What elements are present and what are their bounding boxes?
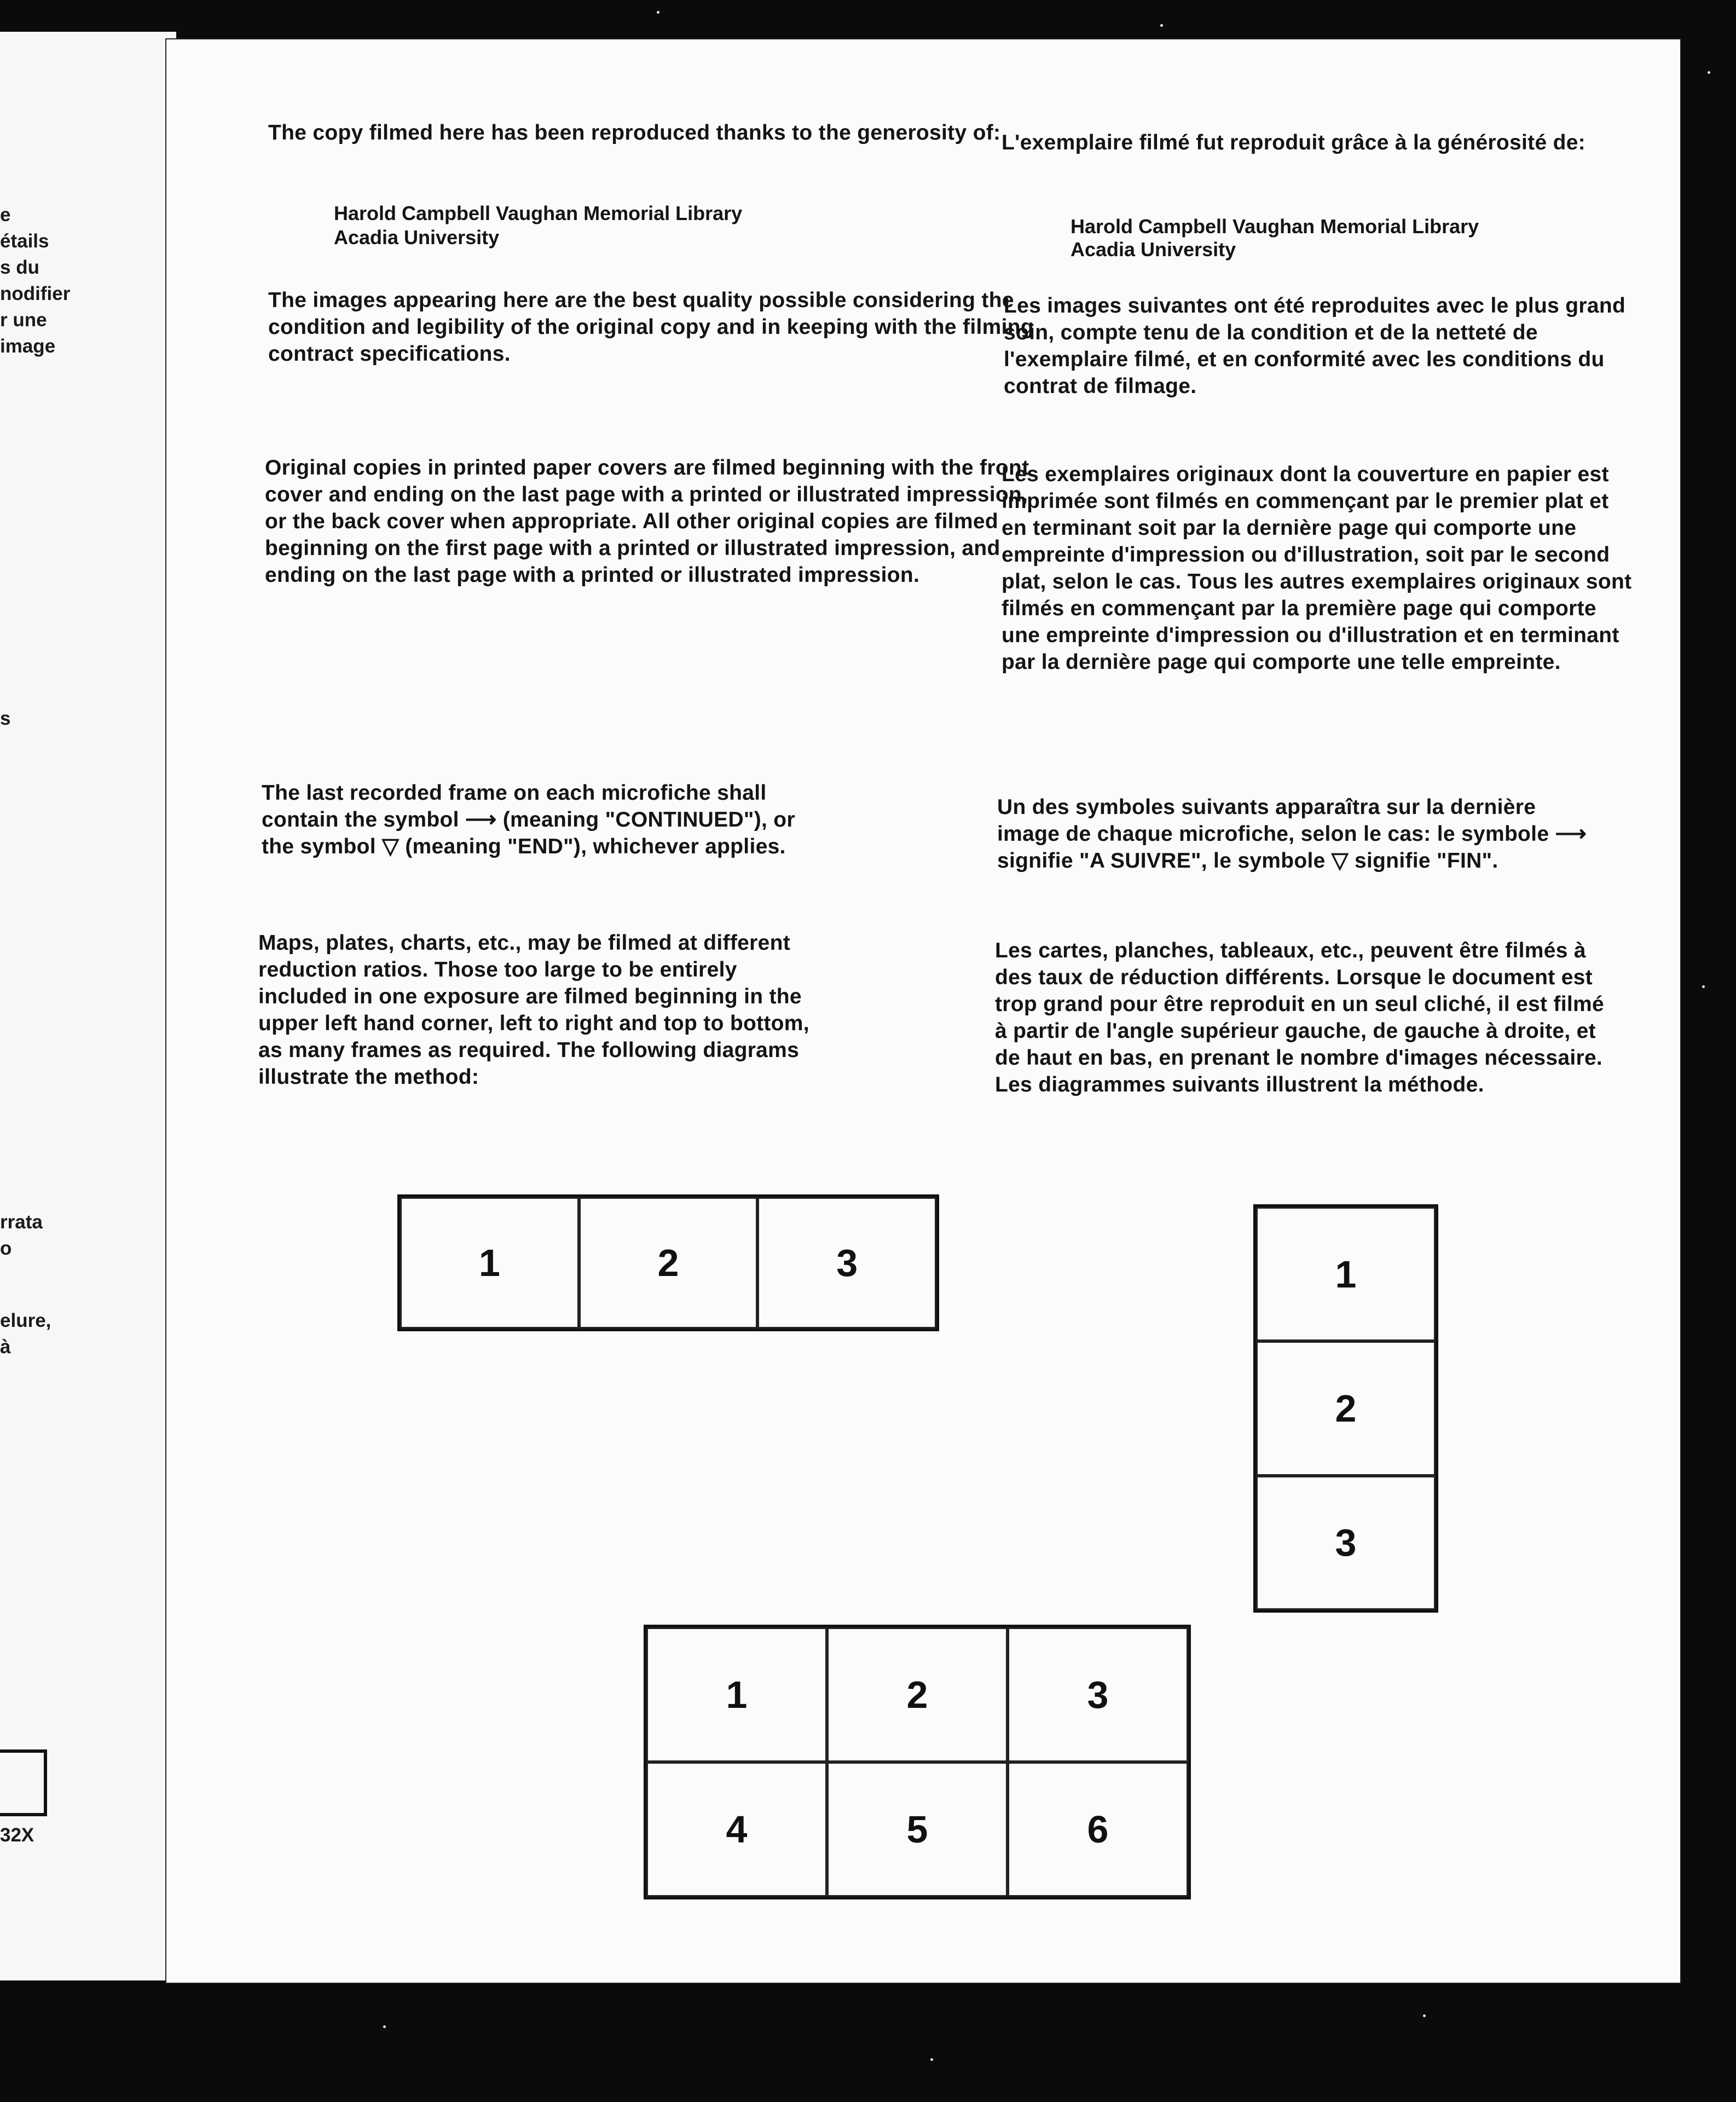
english-symbols-text-a: The last recorded frame on each microfiche shall contain the symbol: [262, 781, 767, 831]
document-page: [166, 39, 1680, 1983]
fragment-text: étails: [0, 230, 49, 252]
fragment-text: elure,: [0, 1310, 51, 1331]
fragment-text: o: [0, 1238, 12, 1259]
frame-cell: 3: [1008, 1627, 1188, 1762]
scan-speck: [1423, 2014, 1426, 2017]
fragment-text: e: [0, 204, 11, 226]
fragment-text: 32X: [0, 1824, 34, 1846]
vertical-frame-diagram: [1253, 1204, 1438, 1613]
french-library-name: Harold Campbell Vaughan Memorial Library: [1070, 215, 1479, 238]
english-original-copies-paragraph: Original copies in printed paper covers are filmed beginning with the front cover and ending on the last page with a printed or illustrated impression, or the back cover when appropriate. All other original copies are filmed beginning on the first page with a printed or illustrated impression, and ending on the last page with a printed or illustrated impression.: [265, 456, 1029, 587]
english-symbols-paragraph: [262, 779, 831, 860]
english-maps-paragraph: Maps, plates, charts, etc., may be filmed at different reduction ratios. Those too large to be entirely included in one exposure are filmed beginning in the upper left hand corner, left to right and top to bottom, as many frames as required. The following diagrams illustrate the method:: [258, 931, 809, 1089]
adjacent-page: [0, 32, 176, 1980]
french-symbols-paragraph: [997, 794, 1599, 874]
fragment-text: s du: [0, 257, 39, 278]
frame-cell: 2: [579, 1197, 758, 1329]
frame-cell: 2: [827, 1627, 1008, 1762]
continued-arrow-icon: ⟶: [465, 807, 497, 831]
english-symbols-text-b: (meaning "CONTINUED"), or the symbol: [262, 808, 795, 858]
fragment-text: à: [0, 1336, 11, 1358]
french-acknowledgement: L'exemplaire filmé fut reproduit grâce à la générosité de:: [1002, 131, 1585, 154]
french-original-copies-paragraph: Les exemplaires originaux dont la couverture en papier est imprimée sont filmés en commençant par le premier plat et en terminant soit par la dernière page qui comporte une empreinte d'impression ou d'illustration, soit par le second plat, selon le cas. Tous les autres exemplaires originaux sont filmés en commençant par la première page qui comporte une empreinte d'impression ou d'illustration et en terminant par la dernière page qui comporte une telle empreinte.: [1002, 463, 1632, 674]
french-symbols-text-b: signifie "A SUIVRE", le symbole: [997, 849, 1326, 873]
english-quality-paragraph: The images appearing here are the best quality possible considering the condition and legibility of the original copy and in keeping with the filming contract specifications.: [268, 288, 1034, 366]
frame-cell: 1: [646, 1627, 827, 1762]
frame-cell: 3: [1256, 1476, 1436, 1610]
french-maps-paragraph: Les cartes, planches, tableaux, etc., peuvent être filmés à des taux de réduction différents. Lorsque le document est trop grand pour être reproduit en un seul cliché, il est filmé à partir de l'angle supérieur gauche, de gauche à droite, et de haut en bas, en prenant le nombre d'images nécessaire. Les diagrammes suivants illustrent la méthode.: [995, 939, 1604, 1096]
english-library-university: Acadia University: [334, 226, 500, 249]
frame-cell: 5: [827, 1762, 1008, 1897]
scan-speck: [1702, 985, 1705, 988]
fragment-text: nodifier: [0, 283, 71, 304]
frame-cell: 6: [1008, 1762, 1188, 1897]
fragment-text: r une: [0, 309, 47, 331]
fragment-text: image: [0, 336, 56, 357]
french-quality-paragraph: Les images suivantes ont été reproduites avec le plus grand soin, compte tenu de la condition et de la netteté de l'exemplaire filmé, et en conformité avec les conditions du contrat de filmage.: [1004, 294, 1626, 398]
scan-speck: [383, 2025, 386, 2028]
scan-speck: [657, 11, 659, 14]
scan-speck: [1160, 24, 1163, 27]
frame-cell: 4: [646, 1762, 827, 1897]
french-symbols-text-c: signifie "FIN".: [1355, 849, 1498, 873]
fragment-text: rrata: [0, 1211, 43, 1233]
frame-cell: 1: [400, 1197, 579, 1329]
scan-speck: [1708, 71, 1710, 74]
frame-cell: 2: [1256, 1341, 1436, 1475]
horizontal-frame-diagram: [397, 1194, 939, 1331]
fragment-text: s: [0, 708, 11, 729]
grid-frame-diagram: [644, 1625, 1191, 1899]
english-acknowledgement: The copy filmed here has been reproduced thanks to the generosity of:: [268, 121, 1001, 145]
french-library-university: Acadia University: [1070, 238, 1236, 261]
english-library-name: Harold Campbell Vaughan Memorial Library: [334, 202, 743, 224]
end-triangle-icon: ▽: [1331, 848, 1349, 873]
end-triangle-icon: ▽: [382, 834, 400, 858]
frame-cell: 1: [1256, 1207, 1436, 1341]
frame-cell: 3: [757, 1197, 936, 1329]
french-symbols-text-a: Un des symboles suivants apparaîtra sur la dernière image de chaque microfiche, selon le cas: le symbole: [997, 795, 1549, 846]
continued-arrow-icon: ⟶: [1555, 822, 1587, 846]
reduction-box: [0, 1749, 47, 1816]
scan-speck: [930, 2058, 933, 2061]
english-symbols-text-c: (meaning "END"), whichever applies.: [405, 835, 786, 858]
